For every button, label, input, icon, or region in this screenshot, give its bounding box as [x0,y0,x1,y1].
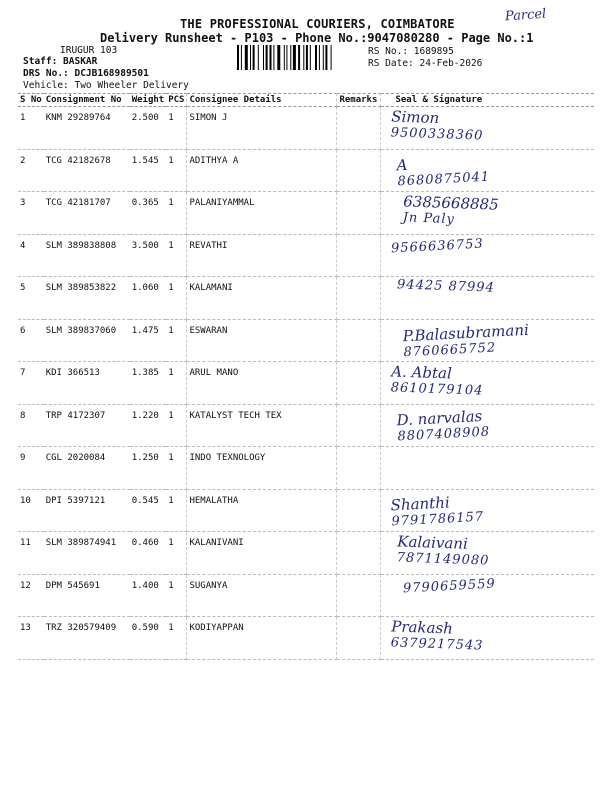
signature-name: P.Balasubramani [402,320,530,345]
row-signature [381,319,594,362]
col-signature: Seal & Signature [381,94,594,107]
row-sno: 4 [18,234,44,277]
row-remarks [337,149,381,192]
row-pcs: 1 [166,532,187,575]
handwritten-signature [391,107,485,143]
signature-phone: 7871149080 [396,550,491,569]
row-sno: 3 [18,192,44,235]
signature-name: Kalaivani [397,532,469,553]
row-pcs: 1 [166,362,187,405]
row-consignment-no: DPI 5397121 [44,489,130,532]
signature-phone: 9790659559 [403,576,497,596]
handwritten-signature [403,320,531,360]
row-pcs: 1 [166,404,187,447]
row-sno: 6 [18,319,44,362]
row-pcs: 1 [166,277,187,320]
row-signature [381,447,594,490]
row-weight: 1.385 [130,362,167,405]
row-consignee: INDO TEXNOLOGY [187,447,337,490]
row-consignment-no: TRP 4172307 [44,404,130,447]
row-remarks [337,362,381,405]
row-consignment-no: CGL 2020084 [44,447,130,490]
row-signature [381,362,594,405]
signature-name: A. Abtal [391,362,453,383]
row-consignee: HEMALATHA [187,489,337,532]
row-remarks [337,617,381,660]
row-signature [381,489,594,532]
table-row [18,277,594,320]
branch-label: IRUGUR 103 [60,45,118,56]
col-pcs: PCS [166,94,187,107]
table-row [18,404,594,447]
row-consignment-no: TCG 42182678 [44,149,130,192]
handwritten-signature [397,532,491,568]
table-row [18,532,594,575]
col-consignee: Consignee Details [187,94,337,107]
row-remarks [337,277,381,320]
handwritten-signature [391,617,485,653]
row-consignment-no: TCG 42181707 [44,192,130,235]
row-pcs: 1 [166,192,187,235]
handwritten-signature [397,406,491,444]
row-signature [381,107,594,150]
row-weight: 2.500 [130,107,167,150]
row-sno: 9 [18,447,44,490]
runsheet-subtitle: Delivery Runsheet - P103 - Phone No.:9047080280 - Page No.:1 [100,31,534,45]
signature-phone: Jn Paly [402,210,456,228]
row-pcs: 1 [166,319,187,362]
row-consignee: KALANIVANI [187,532,337,575]
row-consignee: KALAMANI [187,277,337,320]
staff-label: Staff: BASKAR [23,56,98,67]
row-pcs: 1 [166,149,187,192]
row-consignee: ADITHYA A [187,149,337,192]
signature-phone: 8680875041 [397,169,491,189]
row-consignment-no: DPM 545691 [44,574,130,617]
row-remarks [337,447,381,490]
row-consignment-no: SLM 389853822 [44,277,130,320]
row-remarks [337,404,381,447]
row-remarks [337,574,381,617]
row-consignment-no: KNM 29289764 [44,107,130,150]
row-signature [381,574,594,617]
signature-phone: 8760665752 [403,339,498,360]
row-signature [381,234,594,277]
rs-date: RS Date: 24-Feb-2026 [368,58,483,69]
row-consignee: ESWARAN [187,319,337,362]
col-sno: S No [20,95,42,105]
row-sno: 2 [18,149,44,192]
row-consignee: KATALYST TECH TEX [187,404,337,447]
signature-name: A [396,155,409,174]
row-consignee: ARUL MANO [187,362,337,405]
row-sno: 10 [18,489,44,532]
col-consignment: Consignment No [44,94,130,107]
row-weight: 1.060 [130,277,167,320]
row-consignee: PALANIYAMMAL [187,192,337,235]
signature-name: Simon [391,107,441,128]
row-remarks [337,107,381,150]
row-signature [381,192,594,235]
row-remarks [337,489,381,532]
row-weight: 1.475 [130,319,167,362]
row-sno: 11 [18,532,44,575]
row-signature [381,149,594,192]
handwritten-signature [403,576,496,596]
signature-name: Prakash [391,617,454,638]
row-remarks [337,532,381,575]
table-row [18,319,594,362]
signature-phone: 94425 87994 [397,277,496,296]
table-row [18,362,594,405]
row-pcs: 1 [166,107,187,150]
handwritten-signature [397,277,495,295]
table-row [18,574,594,617]
signature-phone: 8807408908 [397,424,491,444]
table-row [18,489,594,532]
signature-name: D. narvalas [396,406,484,429]
row-sno: 13 [18,617,44,660]
row-sno: 1 [18,107,44,150]
row-weight: 0.365 [130,192,167,235]
row-sno: 12 [18,574,44,617]
signature-phone: 9500338360 [390,125,485,144]
row-pcs: 1 [166,617,187,660]
handwritten-note: Parcel [504,6,547,25]
signature-phone: 8610179104 [390,380,485,399]
row-weight: 0.460 [130,532,167,575]
runsheet-table [18,93,594,660]
rs-number: RS No.: 1689895 [368,46,454,57]
row-consignment-no: SLM 389874941 [44,532,130,575]
signature-phone: 9791786157 [391,509,485,529]
row-consignee: KODIYAPPAN [187,617,337,660]
row-signature [381,617,594,660]
handwritten-signature [403,192,500,228]
row-sno: 7 [18,362,44,405]
signature-phone: 6379217543 [390,635,485,654]
row-pcs: 1 [166,234,187,277]
barcode-image [237,45,363,70]
table-header-row [18,94,594,107]
row-signature [381,277,594,320]
row-weight: 1.545 [130,149,167,192]
signature-name: Shanthi [390,492,451,514]
row-sno: 8 [18,404,44,447]
row-sno: 5 [18,277,44,320]
row-consignment-no: SLM 389838808 [44,234,130,277]
row-remarks [337,319,381,362]
table-row [18,447,594,490]
row-weight: 0.545 [130,489,167,532]
row-consignee: REVATHI [187,234,337,277]
row-signature [381,532,594,575]
table-row [18,149,594,192]
row-weight: 1.400 [130,574,167,617]
table-row [18,617,594,660]
col-remarks: Remarks [337,94,381,107]
table-row [18,192,594,235]
signature-name: 6385668885 [403,192,500,214]
vehicle-label: Vehicle: Two Wheeler Delivery [23,80,189,91]
col-weight: Weight [131,95,165,105]
drs-number: DRS No.: DCJB168989501 [23,68,149,79]
row-weight: 1.220 [130,404,167,447]
row-consignee: SUGANYA [187,574,337,617]
handwritten-signature [397,151,491,189]
signature-phone: 9566636753 [391,236,485,256]
row-consignment-no: KDI 366513 [44,362,130,405]
row-consignment-no: SLM 389837060 [44,319,130,362]
row-pcs: 1 [166,489,187,532]
table-row [18,234,594,277]
row-weight: 0.590 [130,617,167,660]
page-title: THE PROFESSIONAL COURIERS, COIMBATORE [180,17,455,31]
handwritten-signature [391,362,485,398]
table-row [18,107,594,150]
handwritten-signature [391,236,484,256]
row-signature [381,404,594,447]
row-pcs: 1 [166,574,187,617]
row-consignment-no: TRZ 320579409 [44,617,130,660]
row-consignee: SIMON J [187,107,337,150]
handwritten-signature [391,491,485,529]
row-remarks [337,234,381,277]
row-weight: 3.500 [130,234,167,277]
row-pcs: 1 [166,447,187,490]
row-remarks [337,192,381,235]
row-weight: 1.250 [130,447,167,490]
